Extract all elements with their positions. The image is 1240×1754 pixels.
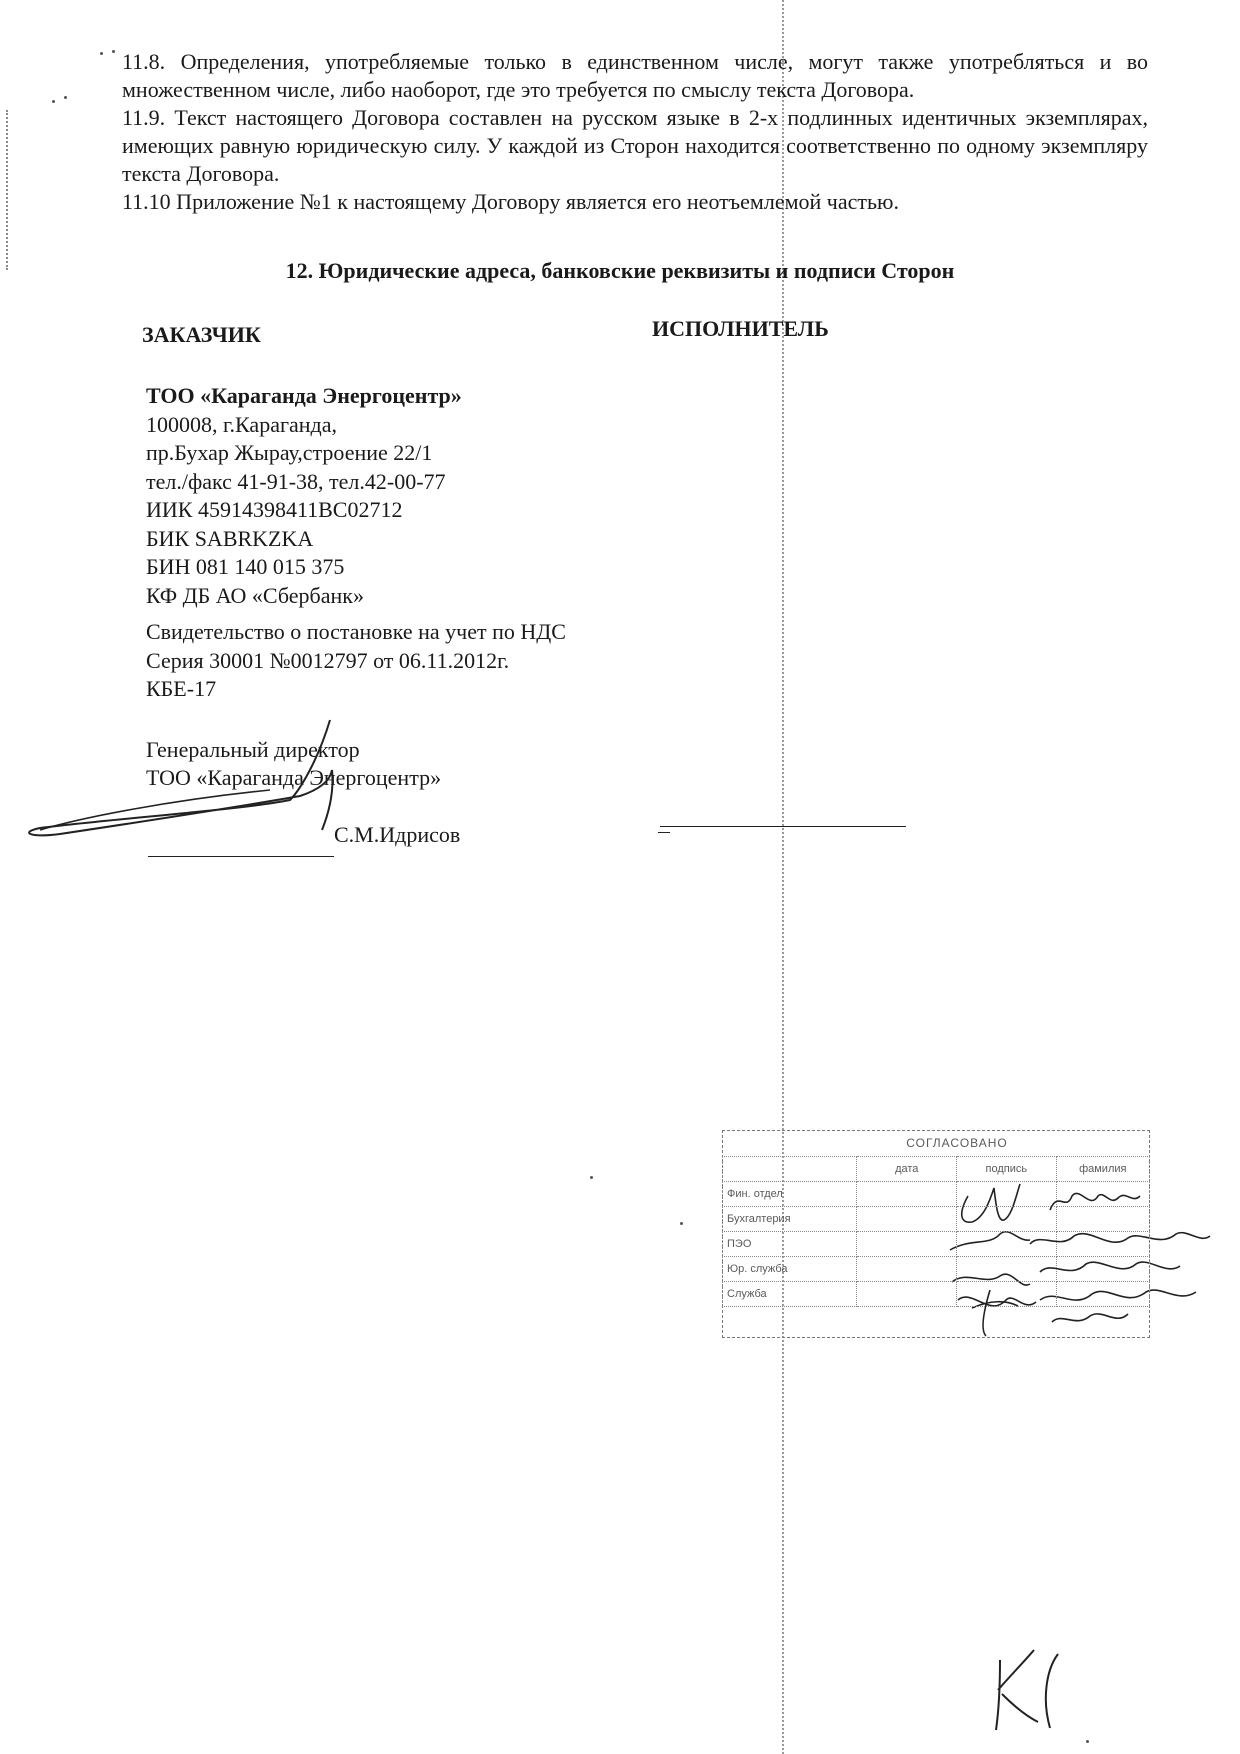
stamp-row-date — [857, 1232, 957, 1257]
stamp-row-dept: ПЭО — [723, 1232, 857, 1257]
clause-11-10: 11.10 Приложение №1 к настоящему Договору является его неотъемлемой частью. — [122, 189, 899, 214]
stamp-header-row — [723, 1157, 1150, 1182]
contractor-heading: ИСПОЛНИТЕЛЬ — [652, 316, 829, 341]
customer-heading: ЗАКАЗЧИК — [142, 322, 261, 347]
signer-name: С.М.Идрисов — [334, 822, 461, 847]
signatory-title: Генеральный директор — [146, 737, 360, 762]
director-signature-flourish — [40, 790, 270, 830]
scan-margin-marks — [6, 110, 8, 270]
stamp-row — [723, 1282, 1150, 1307]
scan-speck — [64, 96, 67, 99]
stamp-row-surname — [1056, 1182, 1149, 1207]
stamp-col-dept — [723, 1157, 857, 1182]
stamp-col-surname: фамилия — [1056, 1157, 1149, 1182]
kbe-code: КБЕ-17 — [146, 676, 217, 701]
stamp-row-dept: Фин. отдел — [723, 1182, 857, 1207]
customer-signature-line — [148, 856, 334, 857]
vat-line2: Серия 30001 №0012797 от 06.11.2012г. — [146, 647, 510, 673]
stamp-row-date — [857, 1182, 957, 1207]
customer-phones: тел./факс 41-91-38, тел.42-00-77 — [146, 468, 446, 494]
scan-speck — [100, 52, 103, 55]
stamp-row-dept: Юр. служба — [723, 1257, 857, 1282]
stamp-row-surname — [1056, 1232, 1149, 1257]
stamp-row-signature — [957, 1282, 1057, 1307]
customer-requisites — [146, 382, 462, 610]
scan-speck — [1086, 1740, 1089, 1743]
customer-bik: БИК SABRKZKA — [146, 525, 314, 551]
stamp-table — [722, 1156, 1150, 1307]
customer-address-line1: 100008, г.Караганда, — [146, 411, 337, 437]
contract-clauses — [122, 48, 1148, 216]
stamp-row-signature — [957, 1207, 1057, 1232]
stamp-row-date — [857, 1282, 957, 1307]
stamp-row — [723, 1207, 1150, 1232]
stamp-row — [723, 1257, 1150, 1282]
customer-bank: КФ ДБ АО «Сбербанк» — [146, 582, 364, 608]
contractor-signature-line — [660, 826, 906, 827]
customer-org-name: ТОО «Караганда Энергоцентр» — [146, 383, 462, 408]
customer-address-line2: пр.Бухар Жырау,строение 22/1 — [146, 440, 433, 465]
stamp-row — [723, 1182, 1150, 1207]
section-title: 12. Юридические адреса, банковские реквизиты и подписи Сторон — [285, 258, 955, 283]
stamp-row-surname — [1056, 1282, 1149, 1307]
clause-11-9: 11.9. Текст настоящего Договора составлен на русском языке в 2-х подлинных идентичных экземплярах, имеющих равную юридическую силу. У каждой из Сторон находится соответственно по одному экземпляру текста Договора. — [122, 105, 1148, 186]
customer-iik: ИИК 45914398411BC02712 — [146, 497, 403, 522]
stamp-row-signature — [957, 1257, 1057, 1282]
signatory-org: ТОО «Караганда Энергоцентр» — [146, 765, 442, 790]
stamp-col-date: дата — [857, 1157, 957, 1182]
stamp-row-date — [857, 1207, 957, 1232]
customer-bin: БИН 081 140 015 375 — [146, 554, 345, 579]
initials-mark — [996, 1650, 1058, 1730]
scan-speck — [590, 1176, 593, 1179]
stamp-row-date — [857, 1257, 957, 1282]
scan-speck — [52, 100, 55, 103]
stamp-row-dept: Служба — [723, 1282, 857, 1307]
stamp-row — [723, 1232, 1150, 1257]
contractor-signature-dash — [658, 832, 670, 833]
stamp-row-surname — [1056, 1207, 1149, 1232]
customer-signatory — [146, 736, 441, 792]
customer-vat-certificate — [146, 618, 566, 704]
approval-stamp — [722, 1130, 1152, 1340]
stamp-row-dept: Бухгалтерия — [723, 1207, 857, 1232]
stamp-title: СОГЛАСОВАНО — [906, 1136, 1008, 1150]
vat-line1: Свидетельство о постановке на учет по НДС — [146, 619, 566, 644]
scan-speck — [112, 50, 115, 53]
stamp-col-signature: подпись — [957, 1157, 1057, 1182]
scan-speck — [680, 1222, 683, 1225]
clause-11-8: 11.8. Определения, употребляемые только в единственном числе, могут также употребляться и во множественном числе, либо наоборот, где это требуется по смыслу текста Договора. — [122, 49, 1148, 102]
stamp-row-signature — [957, 1232, 1057, 1257]
stamp-row-signature — [957, 1182, 1057, 1207]
stamp-row-surname — [1056, 1257, 1149, 1282]
